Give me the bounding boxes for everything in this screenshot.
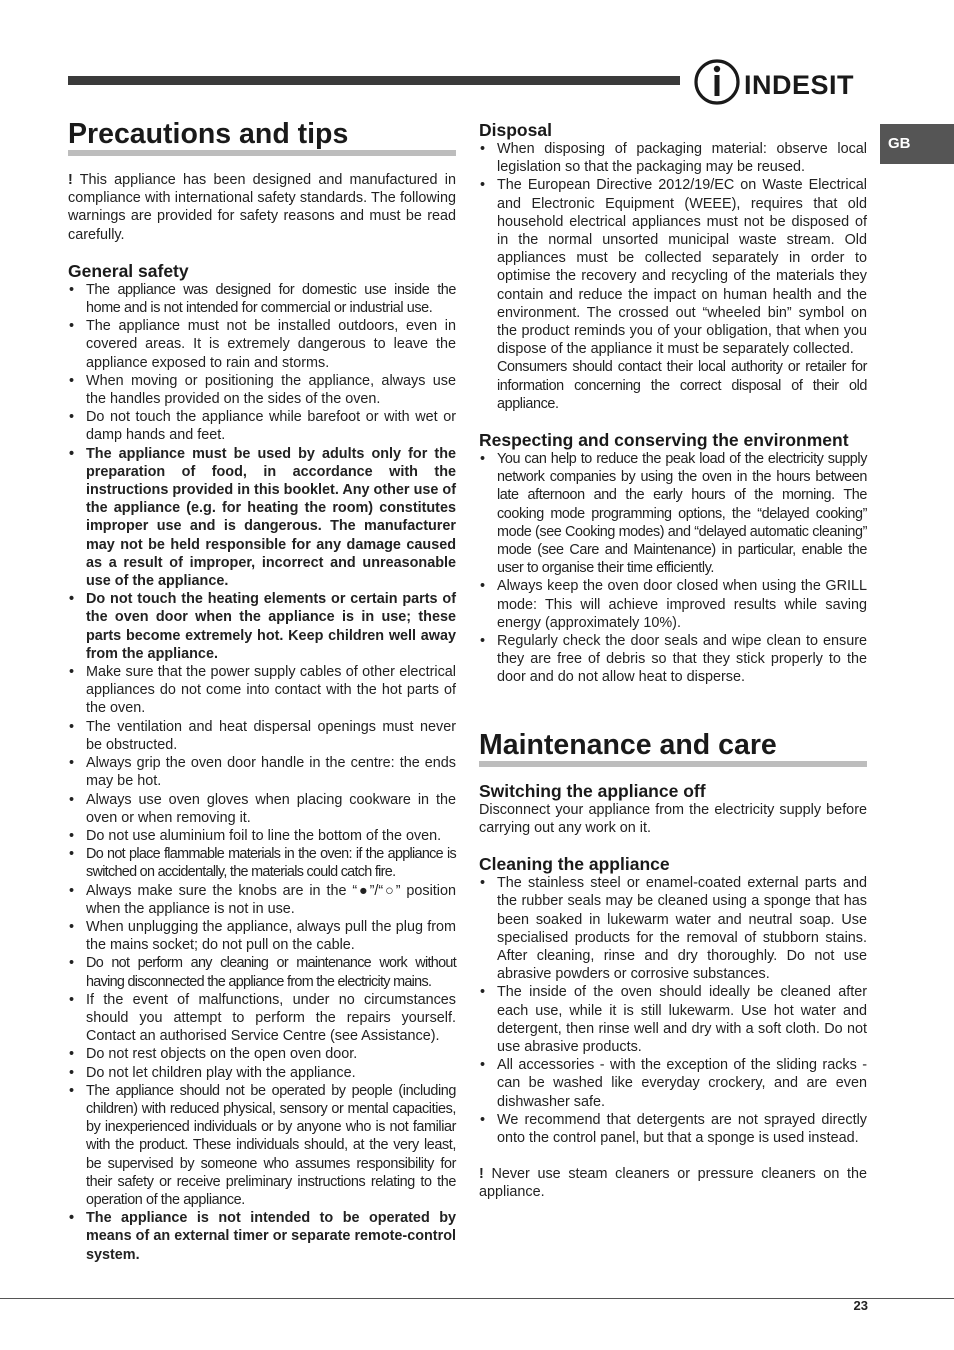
list-item: • The stainless steel or enamel-coated external parts and the rubber seals may be cleaned using a sponge that has been soaked in lukewarm water and neutral soap. Use specialised products for the removal of stubborn stains. After cleaning, rinse and dry thoroughly. Do not use abrasive powders or corrosive substances.: [479, 874, 867, 983]
list-item: • The appliance must be used by adults only for the preparation of food, in accordance with the instructions provided in this booklet. Any other use of the appliance (e.g. for heating the room) constitutes improper use and is dangerous. The manufacturer may not be held responsible for any damage caused as a result of improper, incorrect and unreasonable use of the appliance.: [68, 445, 456, 591]
list-item: • The appliance should not be operated by people (including children) with reduced physical, sensory or mental capacities, by inexperienced individuals or by anyone who is not familiar with the product. These individuals should, at the very least, be supervised by someone who assumes responsibility for their safety or receive preliminary instructions relating to the operation of the appliance.: [68, 1082, 456, 1209]
list-item: • Always use oven gloves when placing cookware in the oven or when removing it.: [68, 791, 456, 827]
switching-off-heading: Switching the appliance off: [479, 780, 706, 801]
general-safety-heading: General safety: [68, 260, 189, 281]
list-item: • Always keep the oven door closed when using the GRILL mode: This will achieve improved results while saving energy (approximately 10%).: [479, 577, 867, 632]
list-item: • When moving or positioning the appliance, always use the handles provided on the sides of the oven.: [68, 372, 456, 408]
list-item: • Do not touch the appliance while barefoot or with wet or damp hands and feet.: [68, 408, 456, 444]
intro-paragraph: [68, 171, 456, 244]
environment-heading: Respecting and conserving the environment: [479, 430, 849, 451]
list-item: • When unplugging the appliance, always pull the plug from the mains socket; do not pull on the cable.: [68, 918, 456, 954]
cleaning-heading: Cleaning the appliance: [479, 854, 670, 875]
maintenance-warning-text: Never use steam cleaners or pressure cleaners on the appliance.: [479, 1166, 867, 1201]
list-item: • Do not perform any cleaning or maintenance work without having disconnected the appliance from the electricity mains.: [68, 954, 456, 990]
right-column: [479, 118, 867, 1202]
warning-mark: !: [68, 172, 73, 188]
maintenance-title: Maintenance and care: [479, 729, 867, 767]
warning-mark: !: [479, 1166, 484, 1183]
disposal-list: [479, 140, 867, 358]
list-item: • The ventilation and heat dispersal openings must never be obstructed.: [68, 718, 456, 754]
list-item: • You can help to reduce the peak load of the electricity supply network companies by using the oven in the hours between late afternoon and the early hours of the morning. The cooking mode programming options, the “delayed cooking” mode (see Cooking modes) and “delayed automatic cleaning” mode (see Care and Maintenance) in particular, enable the user to organise their time efficiently.: [479, 450, 867, 577]
list-item: • Do not rest objects on the open oven door.: [68, 1045, 456, 1063]
disposal-note: Consumers should contact their local authority or retailer for information concerning the correct disposal of their old appliance.: [497, 359, 867, 412]
precautions-title: Precautions and tips: [68, 118, 456, 156]
list-item: • Do not use aluminium foil to line the bottom of the oven.: [68, 827, 456, 845]
list-item: • When disposing of packaging material: observe local legislation so that the packaging may be reused.: [479, 140, 867, 176]
list-item: • We recommend that detergents are not sprayed directly onto the control panel, but that a sponge is used instead.: [479, 1111, 867, 1147]
list-item: • Do not place flammable materials in the oven: if the appliance is switched on accidentally, the materials could catch fire.: [68, 845, 456, 881]
list-item: • Do not touch the heating elements or certain parts of the oven door when the appliance is in use; these parts become extremely hot. Keep children well away from the appliance.: [68, 590, 456, 663]
list-item: • Do not let children play with the appliance.: [68, 1064, 456, 1082]
footer-rule: [0, 1298, 954, 1299]
general-safety-list: [68, 281, 456, 1264]
list-item: • Always make sure the knobs are in the “●”/“○” position when the appliance is not in use.: [68, 882, 456, 918]
brand-name: INDESIT: [744, 70, 855, 100]
maintenance-warning: [479, 1165, 867, 1201]
list-item: • The appliance was designed for domestic use inside the home and is not intended for commercial or industrial use.: [68, 281, 456, 317]
switching-off-text: Disconnect your appliance from the electricity supply before carrying out any work on it.: [479, 801, 867, 836]
cleaning-list: [479, 874, 867, 1147]
list-item: • Make sure that the power supply cables of other electrical appliances do not come into contact with the hot parts of the oven.: [68, 663, 456, 718]
list-item: • All accessories - with the exception of the sliding racks - can be washed like everyday crockery, and are even dishwasher safe.: [479, 1056, 867, 1111]
environment-list: [479, 450, 867, 687]
page-number: 23: [853, 1298, 868, 1313]
list-item: • The inside of the oven should ideally be cleaned after each use, while it is still lukewarm. Use hot water and detergent, then rinse well and dry with a soft cloth. Do not use abrasive products.: [479, 983, 867, 1056]
left-column: [68, 118, 456, 1264]
list-item: • The European Directive 2012/19/EC on Waste Electrical and Electronic Equipment (WEEE), requires that old household electrical appliances must not be disposed of in the normal unsorted municipal waste stream. Old appliances must be collected separately in order to optimise the recovery and recycling of the materials they contain and reduce the impact on human health and the environment. The crossed out “wheeled bin” symbol on the product reminds you of your obligation, that when you dispose of the appliance it must be separately collected.: [479, 176, 867, 358]
list-item: • The appliance is not intended to be operated by means of an external timer or separate remote-control system.: [68, 1209, 456, 1264]
brand-logo: [694, 58, 870, 108]
list-item: • If the event of malfunctions, under no circumstances should you attempt to perform the repairs yourself. Contact an authorised Service Centre (see Assistance).: [68, 991, 456, 1046]
disposal-heading: Disposal: [479, 120, 552, 140]
list-item: • The appliance must not be installed outdoors, even in covered areas. It is extremely dangerous to leave the appliance exposed to rain and storms.: [68, 317, 456, 372]
intro-text: This appliance has been designed and manufactured in compliance with international safety standards. The following warnings are provided for safety reasons and must be read carefully.: [68, 172, 456, 243]
header-bar: [68, 76, 680, 85]
list-item: • Regularly check the door seals and wipe clean to ensure they are free of debris so that they stick properly to the door and do not allow heat to disperse.: [479, 632, 867, 687]
language-tab: GB: [880, 124, 954, 164]
list-item: • Always grip the oven door handle in the centre: the ends may be hot.: [68, 754, 456, 790]
